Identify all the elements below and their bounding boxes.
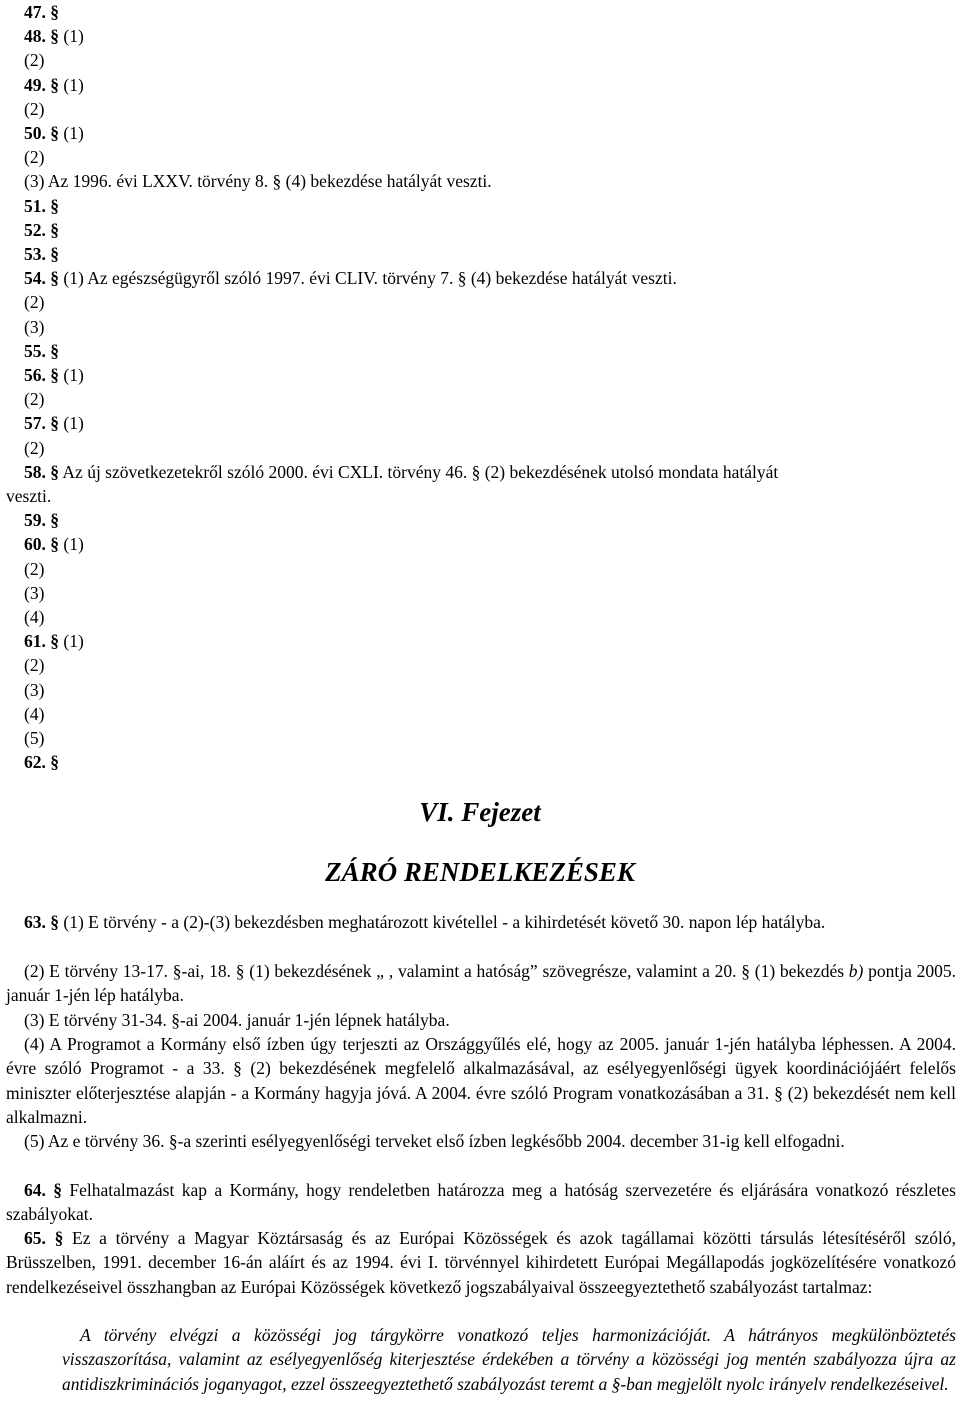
section-symbol: § <box>50 365 59 385</box>
section-line <box>6 484 51 508</box>
section-line <box>24 387 44 411</box>
section-symbol: § <box>50 340 59 361</box>
section-line <box>24 363 84 387</box>
section-text: (2) <box>24 655 45 676</box>
section-symbol: § <box>50 912 59 932</box>
section-line <box>24 605 44 629</box>
section-text: (1) <box>59 631 84 652</box>
section-text: (5) <box>24 728 45 748</box>
section-text: (3) <box>24 316 45 337</box>
section-line <box>24 557 44 581</box>
section-symbol: § <box>50 244 59 264</box>
section-number: 54. <box>24 268 46 289</box>
section-text: Ez a törvény a Magyar Köztársaság és az Európai Közösségek és azok tagállamai közötti társulás létesítéséről szóló, Brüsszelben, 1991. december 16-án aláírt és az 1994. évi I. törvénnyel kihirdetett Európai Megállapodás jogközelítésére vonatkozó rendelkezéseivel összhangban az Európai Közösségek következő jogszabályaival összeegyeztethető szabályozást tartalmaz: <box>6 1228 957 1297</box>
section-text: Felhatalmazást kap a Kormány, hogy rendeletben határozza meg a hatóság szervezetére és eljárására vonatkozó részletes szabályokat. <box>6 1180 956 1225</box>
section-symbol: § <box>54 1228 64 1248</box>
section-line <box>24 411 84 435</box>
section-text: (3) Az 1996. évi LXXV. törvény 8. § (4) bekezdése hatályát veszti. <box>24 171 492 192</box>
section-64 <box>6 1178 956 1227</box>
section-line <box>24 629 84 653</box>
section-number: 50. <box>24 123 46 143</box>
section-line <box>24 315 44 339</box>
section-symbol: § <box>50 195 59 216</box>
section-number: 57. <box>24 413 46 434</box>
section-text: (1) <box>59 26 84 47</box>
section-line <box>24 73 84 97</box>
section-symbol: § <box>50 752 59 773</box>
section-line <box>24 0 59 24</box>
section-63-paragraph-1 <box>6 910 956 934</box>
section-text: (2) <box>24 389 45 410</box>
section-number: 49. <box>24 74 46 95</box>
section-text: (2) <box>24 437 45 458</box>
section-text: (2) <box>24 147 45 168</box>
section-number: 58. <box>24 461 46 482</box>
section-line <box>24 290 44 314</box>
section-63-paragraph-5: (5) Az e törvény 36. §-a szerinti esélyegyenlőségi terveket első ízben legkésőbb 2004. december 31-ig kell elfogadni. <box>24 1131 845 1151</box>
section-line <box>24 266 677 290</box>
section-number: 53. <box>24 244 46 264</box>
section-line <box>24 726 44 750</box>
section-text: Az új szövetkezetekről szóló 2000. évi CXLI. törvény 46. § (2) bekezdésének utolsó mondata hatályát <box>59 461 779 482</box>
section-line <box>24 145 44 169</box>
section-text: veszti. <box>6 486 52 506</box>
section-63-paragraph-3: (3) E törvény 31-34. §-ai 2004. január 1-jén lépnek hatályba. <box>24 1010 450 1030</box>
chapter-number: VI. Fejezet <box>419 797 541 827</box>
section-line <box>24 532 84 556</box>
section-text: (2) <box>24 558 45 579</box>
section-text: (4) <box>24 703 45 724</box>
section-line <box>24 508 59 532</box>
section-symbol: § <box>50 461 59 482</box>
section-symbol: § <box>50 631 59 652</box>
section-text: (1) Az egészségügyről szóló 1997. évi CLIV. törvény 7. § (4) bekezdése hatályát veszti. <box>59 268 677 289</box>
section-line <box>24 97 44 121</box>
paragraph-text: (2) E törvény 13-17. §-ai, 18. § (1) bekezdésének „ , valamint a hatóság” szövegrésze, valamint a 20. § (1) bekezdés <box>24 961 849 981</box>
section-line <box>24 678 44 702</box>
section-line <box>24 169 492 193</box>
section-line <box>24 242 59 266</box>
section-line <box>24 750 59 774</box>
section-number: 60. <box>24 534 46 555</box>
section-number: 56. <box>24 365 46 385</box>
section-63-paragraph-2 <box>6 959 956 1008</box>
section-text: (4) <box>24 607 45 627</box>
section-line <box>24 436 44 460</box>
section-line <box>24 702 44 726</box>
section-number: 59. <box>24 510 46 531</box>
section-line <box>24 24 84 48</box>
section-65 <box>6 1226 956 1299</box>
section-number: 62. <box>24 752 46 773</box>
section-line <box>24 194 59 218</box>
section-symbol: § <box>50 26 59 47</box>
section-text: (1) <box>59 365 84 385</box>
section-line <box>24 218 59 242</box>
section-text: (1) <box>59 123 84 143</box>
section-text: (3) <box>24 582 45 603</box>
section-symbol: § <box>50 268 59 289</box>
section-line <box>24 581 44 605</box>
section-number: 64. <box>24 1180 46 1200</box>
section-number: 65. <box>24 1228 46 1248</box>
section-number: 51. <box>24 195 46 216</box>
section-symbol: § <box>50 219 59 240</box>
section-number: 61. <box>24 631 46 652</box>
chapter-title: ZÁRÓ RENDELKEZÉSEK <box>325 857 635 887</box>
section-symbol: § <box>50 534 59 555</box>
section-line <box>24 48 44 72</box>
section-text: (1) <box>59 413 84 434</box>
section-65-italic-note: A törvény elvégzi a közösségi jog tárgykörre vonatkozó teljes harmonizációját. A hátrányos megkülönböztetés visszaszorítása, valamint az esélyegyenlőség kiterjesztése érdekében a törvény a közösségi jog mentén szabályozza újra az antidiszkriminációs joganyagot, ezzel összeegyeztethető szabályozást teremt a §-ban megjelölt nyolc irányelv rendelkezéseivel. <box>62 1325 956 1394</box>
section-text: (1) <box>59 74 84 95</box>
section-63-paragraph-4: (4) A Programot a Kormány első ízben úgy terjeszti az Országgyűlés elé, hogy az 2005. január 1-jén hatályba léphessen. A 2004. évre szóló Programot - a 33. § (2) bekezdésének megfelelő alkalmazásával, az esélyegyenlőségi ügyek koordinációjáért felelős miniszter előterjesztése alapján - a Kormány hagyja jóvá. A 2004. évre szóló Program vonatkozásában a 31. § (2) bekezdését nem kell alkalmazni. <box>6 1034 956 1127</box>
section-symbol: § <box>50 510 59 531</box>
point-letter: b) <box>848 961 864 981</box>
section-text: (2) <box>24 292 45 313</box>
section-symbol: § <box>50 123 59 143</box>
paragraph-text: (1) E törvény - a (2)-(3) bekezdésben meghatározott kivétellel - a kihirdetését követő 30. napon lép hatályba. <box>59 912 826 932</box>
section-line <box>24 653 44 677</box>
section-symbol: § <box>53 1180 62 1200</box>
section-number: 47. <box>24 2 46 22</box>
section-text: (1) <box>59 534 84 555</box>
section-line <box>24 460 778 484</box>
section-text: (3) <box>24 679 45 700</box>
section-number: 48. <box>24 26 46 47</box>
paragraph-text: pontja 2005. január 1-jén lép hatályba. <box>6 961 956 1006</box>
section-number: 52. <box>24 219 46 240</box>
section-symbol: § <box>50 74 59 95</box>
section-symbol: § <box>50 2 59 22</box>
section-line <box>24 339 59 363</box>
section-line <box>24 121 84 145</box>
section-text: (2) <box>24 50 45 71</box>
section-number: 55. <box>24 340 46 361</box>
section-text: (2) <box>24 98 45 119</box>
section-number: 63. <box>24 912 46 932</box>
section-symbol: § <box>50 413 59 434</box>
